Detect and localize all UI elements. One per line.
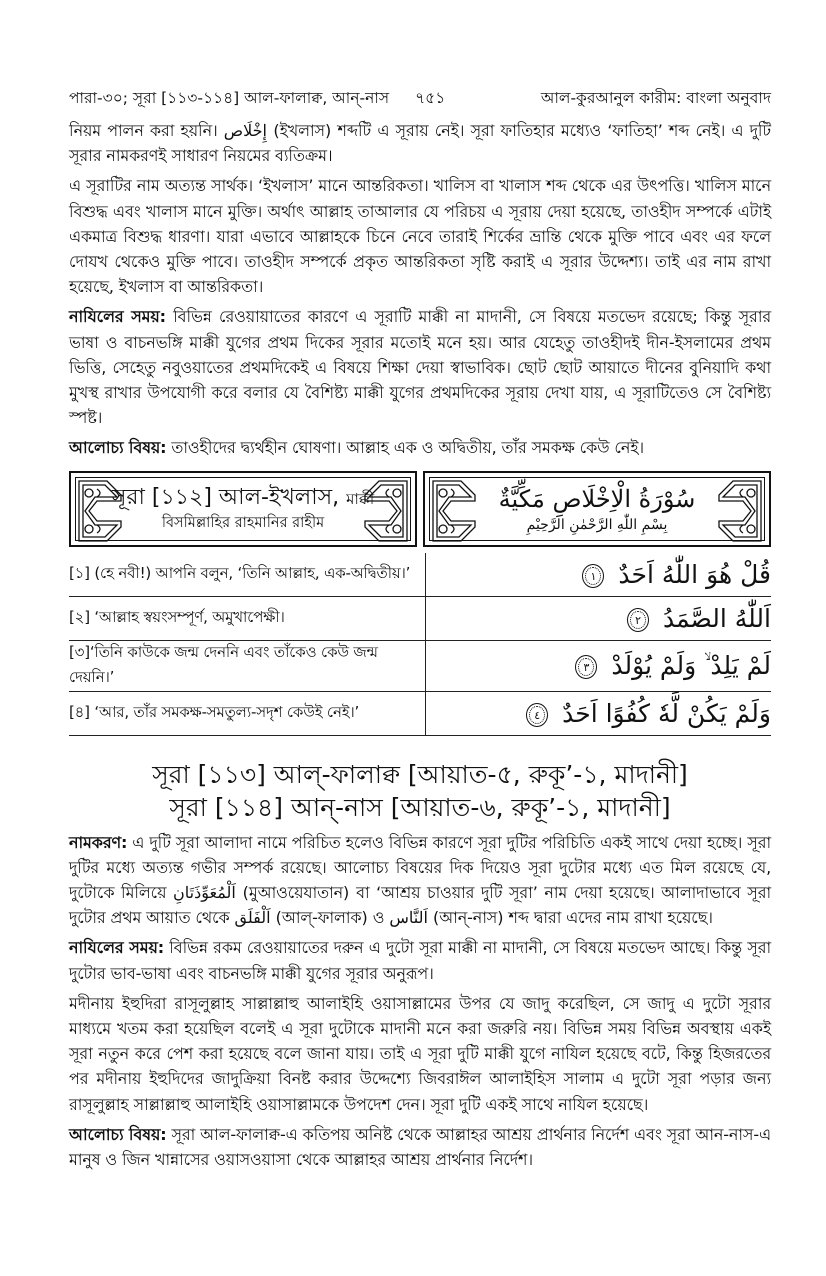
bismillah-bengali: বিসমিল্লাহির রাহমানির রাহীম <box>161 515 325 532</box>
verse-table <box>69 553 771 736</box>
ayah-end-marker-icon: ٣ <box>575 655 597 679</box>
surah-heading-falaq: সূরা [১১৩] আল্-ফালাক্ব [আয়াত-৫, রুকূ’-১, মাদানী] <box>152 759 688 789</box>
running-head <box>69 88 771 108</box>
text-span: (ইখলাস) শব্দটি এ সূরায় নেই। সূরা ফাতিহার মধ্যেও ‘ফাতিহা’ শব্দ নেই। এ দুটি সূরার নামকরণই সাধারণ নিয়মের ব্যতিক্রম। <box>69 121 772 166</box>
verse-translation: [৪] ‘আর, তাঁর সমকক্ষ-সমতুল্য-সদৃশ কেউই নেই।’ <box>69 691 426 735</box>
verse-arabic-text: اَللّٰهُ الصَّمَدُ <box>662 603 771 633</box>
verse-arabic-text: لَمْ يَلِدْ ۙ وَلَمْ يُوْلَدْ <box>611 650 771 680</box>
topic-paragraph <box>69 1122 771 1172</box>
verse-arabic <box>426 691 772 735</box>
text-span: এ দুটি সূরা আলাদা নামে পরিচিত হলেও বিভিন্ন কারণে সূরা দুটির পরিচিতি একই সাথে দেয়া হচ্ছে। সূরা দুটির মধ্যে অত্যন্ত গভীর সম্পর্ক রয়েছে। আলোচ্য বিষয়ের দিক দিয়েও সূরা দুটোর মধ্যে এত মিল রয়েছে যে, দুটোকে মিলিয়ে <box>69 832 771 903</box>
verse-translation: [৩]‘তিনি কাউকে জন্ম দেননি এবং তাঁকেও কেউ জন্ম দেয়নি।’ <box>69 640 426 691</box>
running-head-left-group <box>69 88 445 108</box>
book-page <box>69 88 771 1177</box>
text-span: (আন্-নাস) শব্দ দ্বারা এদের নাম রাখা হয়েছে। <box>427 908 713 928</box>
frame-content <box>481 481 713 537</box>
arabic-word-ikhlas: إِخْلَاص <box>223 121 267 140</box>
ayah-end-marker-icon: ٢ <box>627 608 649 632</box>
arabic-word-nas: اَلنَّاس <box>389 908 428 928</box>
section-label: আলোচ্য বিষয়: <box>69 1124 167 1144</box>
verse-arabic <box>426 553 772 597</box>
text-span: বিভিন্ন রকম রেওয়ায়াতের দরুন এ দুটো সূরা মাক্কী না মাদানী, সে বিষয়ে মতভেদ আছে। কিন্তু সূরা দুটোর ভাব-ভাষা এবং বাচনভঙ্গি মাক্কী যুগের সূরার অনুরূপ। <box>69 938 771 983</box>
bengali-title-frame <box>69 471 417 547</box>
ayah-end-marker-icon: ٤ <box>526 703 548 727</box>
ayah-end-marker-icon: ١ <box>582 564 604 588</box>
text-span: তাওহীদের দ্ব্যর্থহীন ঘোষণা। আল্লাহ এক ও অদ্বিতীয়, তাঁর সমকক্ষ কেউ নেই। <box>166 438 644 458</box>
bismillah-arabic: بِسْمِ اللّٰهِ الرَّحْمٰنِ الرَّحِيْمِ <box>526 516 668 533</box>
page-number: ৭৫১ <box>415 89 446 107</box>
verse-arabic <box>426 640 772 691</box>
verse-translation: [২] ‘আল্লাহ স্বয়ংসম্পূর্ণ, অমুখাপেক্ষী। <box>69 596 426 640</box>
running-head-chapter: পারা-৩০; সূরা [১১৩-১১৪] আল-ফালাক্ব, আন্-নাস <box>69 89 390 107</box>
surah-title-arabic: سُوْرَةُ الْاِخْلَاصِ مَكِّيَّةٌ <box>498 484 696 513</box>
text-span: বিভিন্ন রেওয়ায়াতের কারণে এ সূরাটি মাক্কী না মাদানী, সে বিষয়ে মতভেদ রয়েছে; কিন্তু সূরার ভাষা ও বাচনভঙ্গি মাক্কী যুগের প্রথম দিকের সূরার মতোই মনে হয়। আর যেহেতু তাওহীদই দীন-ইসলামের প্রথম ভিত্তি, সেহেতু নবুওয়াতের প্রথমদিকেই এ বিষয়ে শিক্ষা দেয়া স্বাভাবিক। ছোট ছোট আয়াতে দীনের বুনিয়াদি কথা মুখস্থ রাখার উপযোগী করে বলার যে বৈশিষ্ট্য মাক্কী যুগের প্রথমদিকের সূরায় দেখা যায়, এ সূরাটিতেও সে বৈশিষ্ট্য স্পষ্ট। <box>69 307 771 428</box>
naming-paragraph <box>69 830 771 931</box>
ornament-left-icon <box>431 479 477 543</box>
surah-title-bengali <box>112 484 374 513</box>
arabic-title-frame <box>423 471 771 547</box>
verse-arabic <box>426 596 772 640</box>
intro-topic-paragraph <box>69 435 771 460</box>
intro-paragraph-1 <box>69 118 771 168</box>
section-label: নাযিলের সময়: <box>69 307 166 327</box>
text-span: সূরা আল-ফালাক্ব-এ কতিপয় অনিষ্ট থেকে আল্লাহর আশ্রয় প্রার্থনার নির্দেশ এবং সূরা আন-নাস-এ মানুষ ও জিন খান্নাসের ওয়াসওয়াসা থেকে আল্লাহর আশ্রয় প্রার্থনার নির্দেশ। <box>69 1124 771 1170</box>
arabic-word-falaq: اَلْفَلَق <box>234 908 271 928</box>
verse-arabic-text: وَلَمْ يَكُنْ لَّهٗ كُفُوًا اَحَدٌ <box>562 698 771 728</box>
text-span: সূরা [১১২] আল-ইখলাস, <box>111 485 340 511</box>
surah-heading <box>69 758 771 824</box>
section-label: নামকরণ: <box>69 832 128 852</box>
text-span: (আল্-ফালাক) ও <box>270 908 390 928</box>
verse-arabic-text: قُلْ هُوَ اللّٰهُ اَحَدٌ <box>618 559 771 589</box>
verse-row <box>69 553 771 597</box>
verse-row <box>69 596 771 640</box>
surah-title-frames <box>69 471 771 547</box>
frame-content <box>111 481 375 537</box>
verse-translation: [১] (হে নবী!) আপনি বলুন, ‘তিনি আল্লাহ, এক-অদ্বিতীয়।’ <box>69 553 426 597</box>
intro-revelation-paragraph <box>69 304 771 430</box>
surah-type: মাক্কী <box>346 490 375 509</box>
text-span: নিয়ম পালন করা হয়নি। <box>69 121 224 140</box>
intro-paragraph-2: এ সূরাটির নাম অত্যন্ত সার্থক। ‘ইখলাস’ মানে আন্তরিকতা। খালিস বা খালাস শব্দ থেকে এর উৎপত্তি। খালিস মানে বিশুদ্ধ এবং খালাস মানে মুক্তি। অর্থাৎ আল্লাহ তাআলার যে পরিচয় এ সূরায় দেয়া হয়েছে, তাওহীদ সম্পর্কে এটাই একমাত্র বিশুদ্ধ ধারণা। যারা এভাবে আল্লাহকে চিনে নেবে তারাই শির্কের ভ্রান্তি থেকে মুক্তি পাবে এবং এর ফলে দোযখ থেকেও মুক্তি পাবে। তাওহীদ সম্পর্কে প্রকৃত আন্তরিকতা সৃষ্টি করাই এ সূরার উদ্দেশ্য। তাই এর নাম রাখা হয়েছে, ইখলাস বা আন্তরিকতা। <box>69 176 771 297</box>
section-label: নাযিলের সময়: <box>69 938 164 958</box>
surah-heading-nas: সূরা [১১৪] আন্-নাস [আয়াত-৬, রুকূ’-১, মাদানী] <box>169 792 671 822</box>
revelation-paragraph <box>69 935 771 985</box>
text-span: (মুআওয়েযাতান) বা ‘আশ্রয় চাওয়ার দুটি সূরা’ নাম দেয়া হয়েছে। আলাদাভাবে সূরা দুটোর প্রথম আয়াত থেকে <box>69 883 772 928</box>
section-label: আলোচ্য বিষয়: <box>69 438 167 458</box>
running-head-book-title: আল-কুরআনুল কারীম: বাংলা অনুবাদ <box>540 89 771 107</box>
verse-row <box>69 640 771 691</box>
arabic-word-muawwidhatan: اَلْمُعَوِّذَتَانِ <box>173 883 236 903</box>
verse-row <box>69 691 771 735</box>
ornament-right-icon <box>717 479 763 543</box>
madinah-paragraph: মদীনায় ইহুদিরা রাসূলুল্লাহ সাল্লাল্লাহু আলাইহি ওয়াসাল্লামের উপর যে জাদু করেছিল, সে জাদু এ দুটো সূরার মাধ্যমে খতম করা হয়েছিল বলেই এ সূরা দুটোকে মাদানী মনে করা জরুরি নয়। বিভিন্ন সময় বিভিন্ন অবস্থায় একই সূরা নতুন করে পেশ করা হয়েছে বলে জানা যায়। তাই এ সূরা দুটি মাক্কী যুগে নাযিল হয়েছে বটে, কিন্তু হিজরতের পর মদীনায় ইহুদিদের জাদুক্রিয়া বিনষ্ট করার উদ্দেশ্যে জিবরাঈল আলাইহিস সালাম এ দুটো সূরা পড়ার জন্য রাসূলুল্লাহ সাল্লাল্লাহু আলাইহি ওয়াসাল্লামকে উপদেশ দেন। সূরা দুটি একই সাথে নাযিল হয়েছে। <box>69 993 771 1114</box>
